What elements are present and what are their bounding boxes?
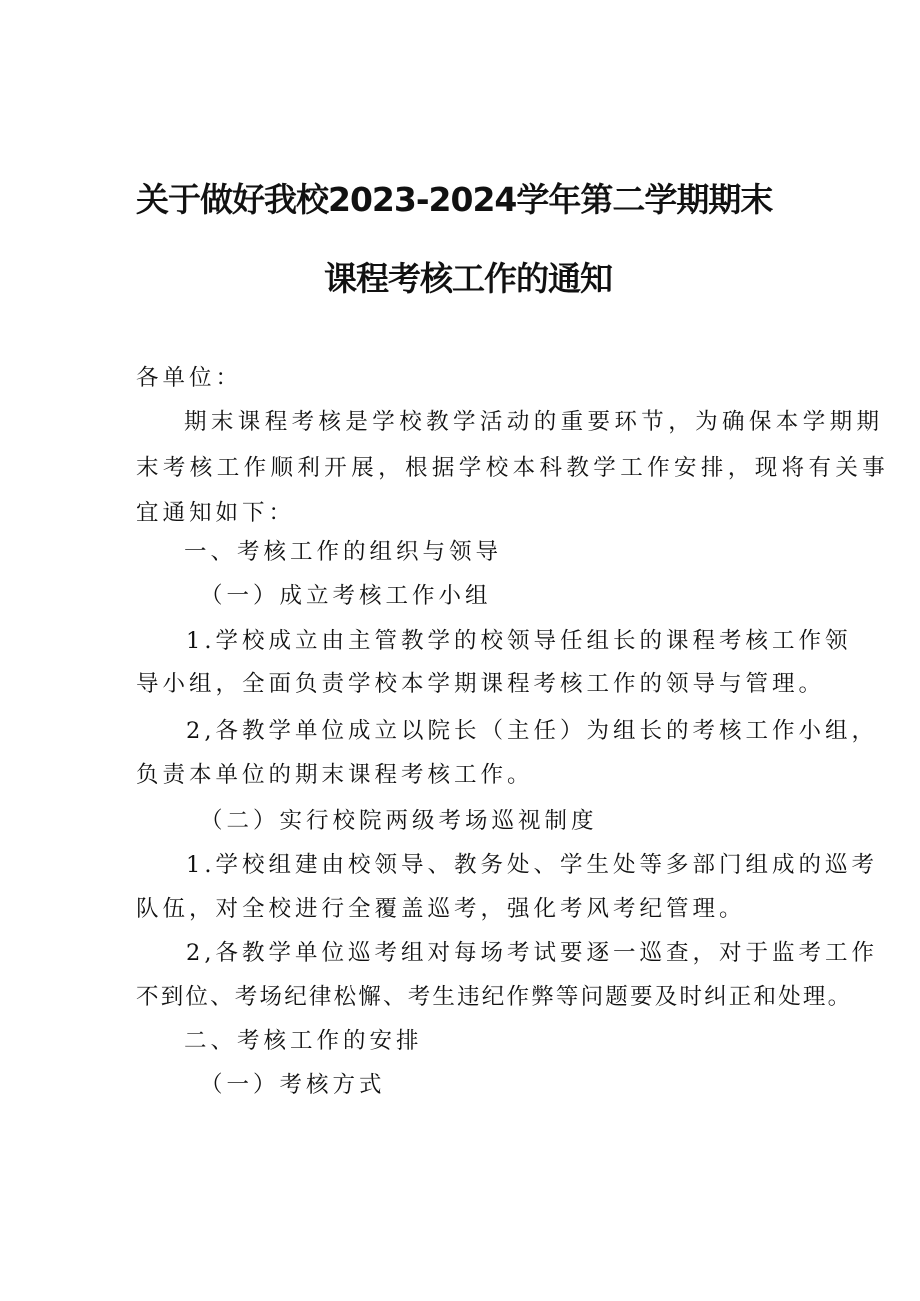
section1-heading: 一、考核工作的组织与领导 bbox=[184, 539, 503, 565]
intro-line-3: 宜通知如下： bbox=[136, 500, 296, 526]
salutation: 各单位： bbox=[136, 365, 243, 391]
section1-sub1-item2-line2: 负责本单位的期末课程考核工作。 bbox=[136, 762, 534, 788]
intro-line-1: 期末课程考核是学校教学活动的重要环节，为确保本学期期 bbox=[184, 409, 884, 435]
section1-sub1-heading: （一）成立考核工作小组 bbox=[200, 583, 492, 609]
section1-sub1-item1-line1: 1.学校成立由主管教学的校领导任组长的课程考核工作领 bbox=[186, 628, 852, 654]
section1-sub2-item2-line2: 不到位、考场纪律松懈、考生违纪作弊等问题要及时纠正和处理。 bbox=[136, 984, 853, 1010]
title-line-1: 关于做好我校2023-2024学年第二学期期末 bbox=[136, 180, 773, 219]
section2-sub1-heading: （一）考核方式 bbox=[200, 1072, 386, 1098]
title-line-2: 课程考核工作的通知 bbox=[324, 259, 612, 298]
section1-sub2-item1-line1: 1.学校组建由校领导、教务处、学生处等多部门组成的巡考 bbox=[186, 852, 878, 878]
section1-sub2-item2-line1: 2,各教学单位巡考组对每场考试要逐一巡查，对于监考工作 bbox=[186, 940, 878, 966]
section1-sub1-item2-line1: 2,各教学单位成立以院长（主任）为组长的考核工作小组， bbox=[186, 718, 878, 744]
intro-line-2: 末考核工作顺利开展，根据学校本科教学工作安排，现将有关事 bbox=[136, 455, 890, 481]
section2-heading: 二、考核工作的安排 bbox=[184, 1028, 423, 1054]
section1-sub2-item1-line2: 队伍，对全校进行全覆盖巡考，强化考风考纪管理。 bbox=[136, 896, 746, 922]
section1-sub2-heading: （二）实行校院两级考场巡视制度 bbox=[200, 808, 598, 834]
section1-sub1-item1-line2: 导小组，全面负责学校本学期课程考核工作的领导与管理。 bbox=[136, 671, 826, 697]
